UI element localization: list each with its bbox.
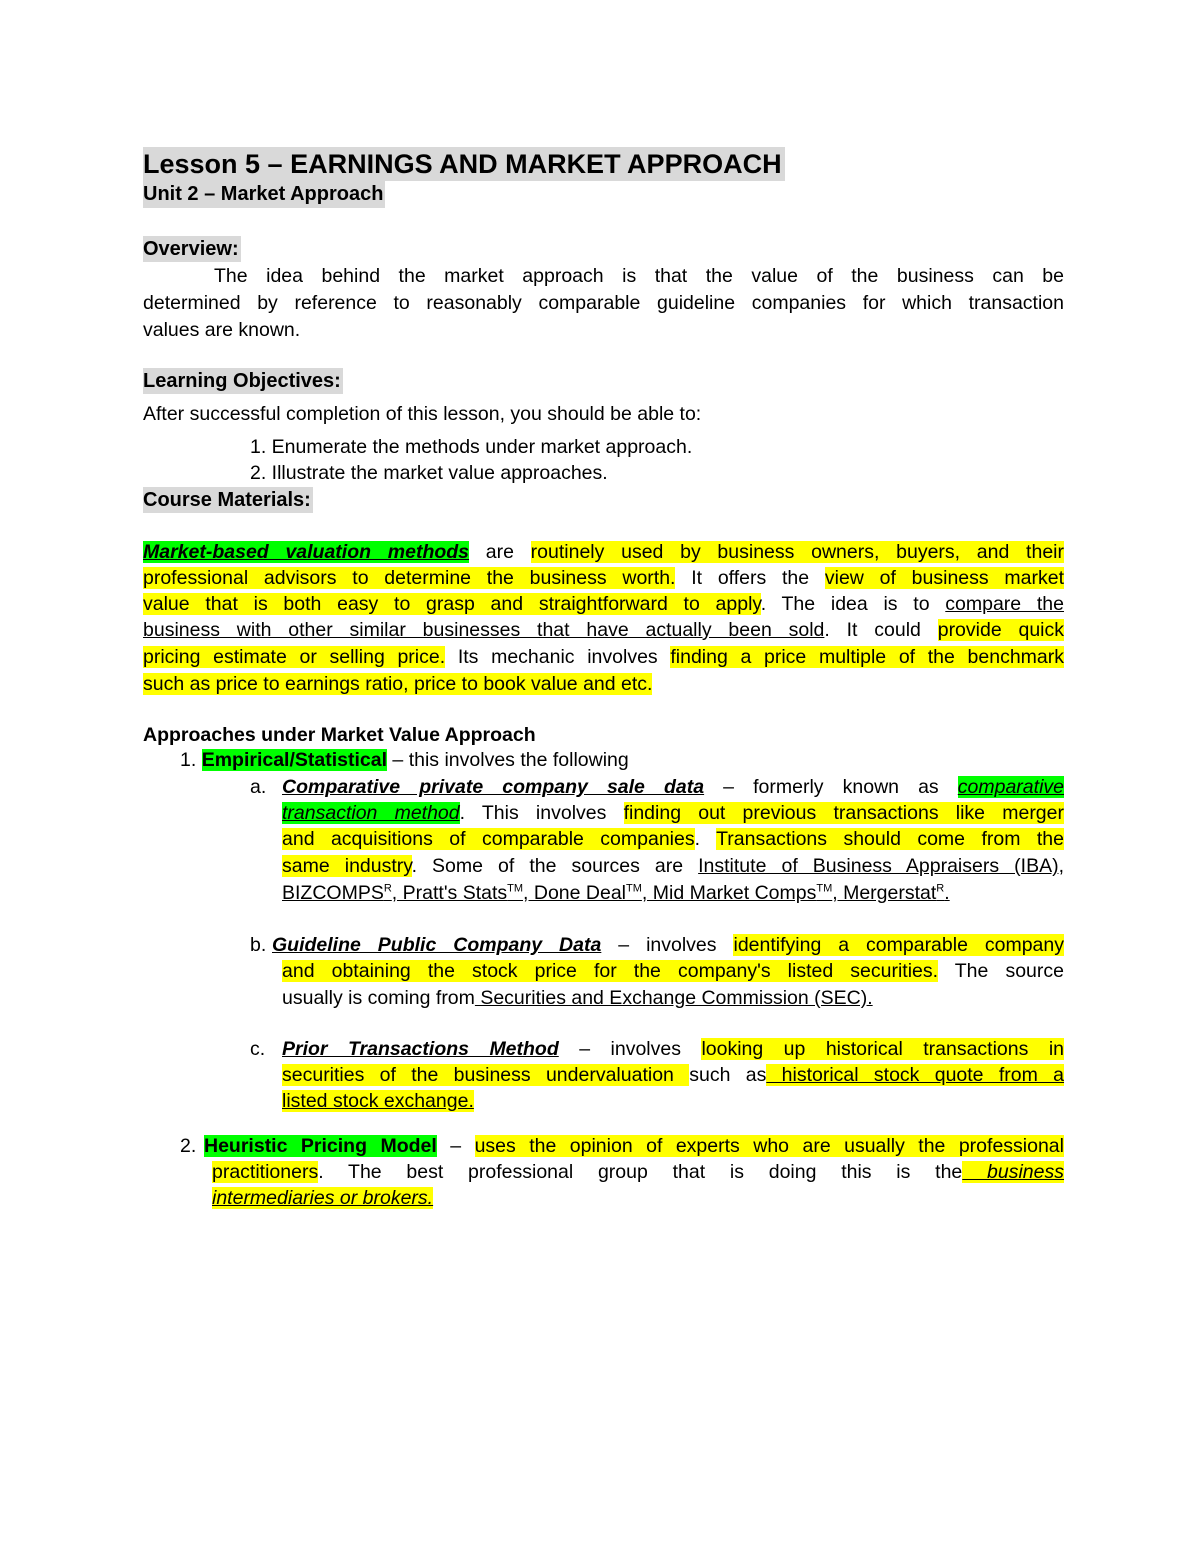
objective-item-1: 1. Enumerate the methods under market approach. <box>250 436 693 458</box>
approach-item-2-number: 2. <box>180 1135 197 1157</box>
materials-line-1: Market-based valuation methods are routinely used by business owners, buyers, and their <box>143 541 1064 563</box>
term-market-based: Market-based valuation methods <box>143 541 470 563</box>
overview-heading: Overview: <box>143 238 239 260</box>
sub-item-b-line-3: usually is coming from Securities and Exchange Commission (SEC). <box>282 987 873 1009</box>
term-empirical: Empirical/Statistical <box>201 749 388 771</box>
approach-item-2-line-3: intermediaries or brokers. <box>212 1187 434 1209</box>
sub-item-b-letter: b. <box>250 934 267 956</box>
materials-line-2: professional advisors to determine the business worth. It offers the view of business market <box>143 567 1064 589</box>
overview-line-3: values are known. <box>143 319 301 341</box>
term-comparative-private: Comparative private company sale data <box>282 776 705 798</box>
sub-item-a-line-5: $BIZCOMPS^R$, Pratt's Stats™, Done Deal™, Mid Market Comps™, Mergerstat$^R$. <box>282 882 950 904</box>
term-guideline-public: Guideline Public Company Data <box>272 934 602 956</box>
approaches-heading: Approaches under Market Value Approach <box>143 724 536 746</box>
sub-item-a-letter: a. <box>250 776 267 798</box>
sub-item-c-line-2: securities of the business undervaluation such as historical stock quote from a <box>282 1064 1065 1086</box>
approach-item-1: 1. Empirical/Statistical – this involves the following <box>180 749 629 771</box>
objectives-heading: Learning Objectives: <box>143 370 341 392</box>
sub-item-a-line-3: and acquisitions of comparable companies. Transactions should come from the <box>282 828 1064 850</box>
course-materials-heading: Course Materials: <box>143 489 311 511</box>
sub-item-a-line-1: Comparative private company sale data – formerly known as comparative <box>282 776 1064 798</box>
overview-line-2: determined by reference to reasonably comparable guideline companies for which transaction <box>143 292 1064 314</box>
sub-item-b-line-1: Guideline Public Company Data – involves identifying a comparable company <box>272 934 1065 956</box>
materials-line-5: pricing estimate or selling price. Its mechanic involves finding a price multiple of the benchmark <box>143 646 1065 668</box>
materials-line-3: value that is both easy to grasp and straightforward to apply. The idea is to compare the <box>143 593 1064 615</box>
sub-item-c-line-1: Prior Transactions Method – involves looking up historical transactions in <box>282 1038 1064 1060</box>
sub-item-a-line-4: same industry. Some of the sources are Institute of Business Appraisers (IBA), <box>282 855 1064 877</box>
term-heuristic: Heuristic Pricing Model <box>204 1135 437 1157</box>
term-prior-transactions: Prior Transactions Method <box>282 1038 559 1060</box>
sub-item-a-line-2: transaction method. This involves finding out previous transactions like merger <box>282 802 1064 824</box>
sub-item-c-line-3: listed stock exchange. <box>282 1090 474 1112</box>
overview-line-1: The idea behind the market approach is that the value of the business can be <box>214 265 1064 287</box>
lesson-title: Lesson 5 – EARNINGS AND MARKET APPROACH <box>143 147 785 181</box>
unit-title: Unit 2 – Market Approach <box>143 181 385 208</box>
sub-item-c-letter: c. <box>250 1038 266 1060</box>
objectives-intro: After successful completion of this lesson, you should be able to: <box>143 403 702 425</box>
materials-line-4: business with other similar businesses that have actually been sold. It could provide quick <box>143 619 1065 641</box>
approach-item-2-line-2: practitioners. The best professional group that is doing this is the business <box>212 1161 1064 1183</box>
materials-line-6: such as price to earnings ratio, price to book value and etc. <box>143 673 653 695</box>
sub-item-b-line-2: and obtaining the stock price for the company's listed securities. The source <box>282 960 1064 982</box>
objective-item-2: 2. Illustrate the market value approaches. <box>250 462 608 484</box>
approach-item-2-line-1: Heuristic Pricing Model – uses the opinion of experts who are usually the professional <box>204 1135 1064 1157</box>
